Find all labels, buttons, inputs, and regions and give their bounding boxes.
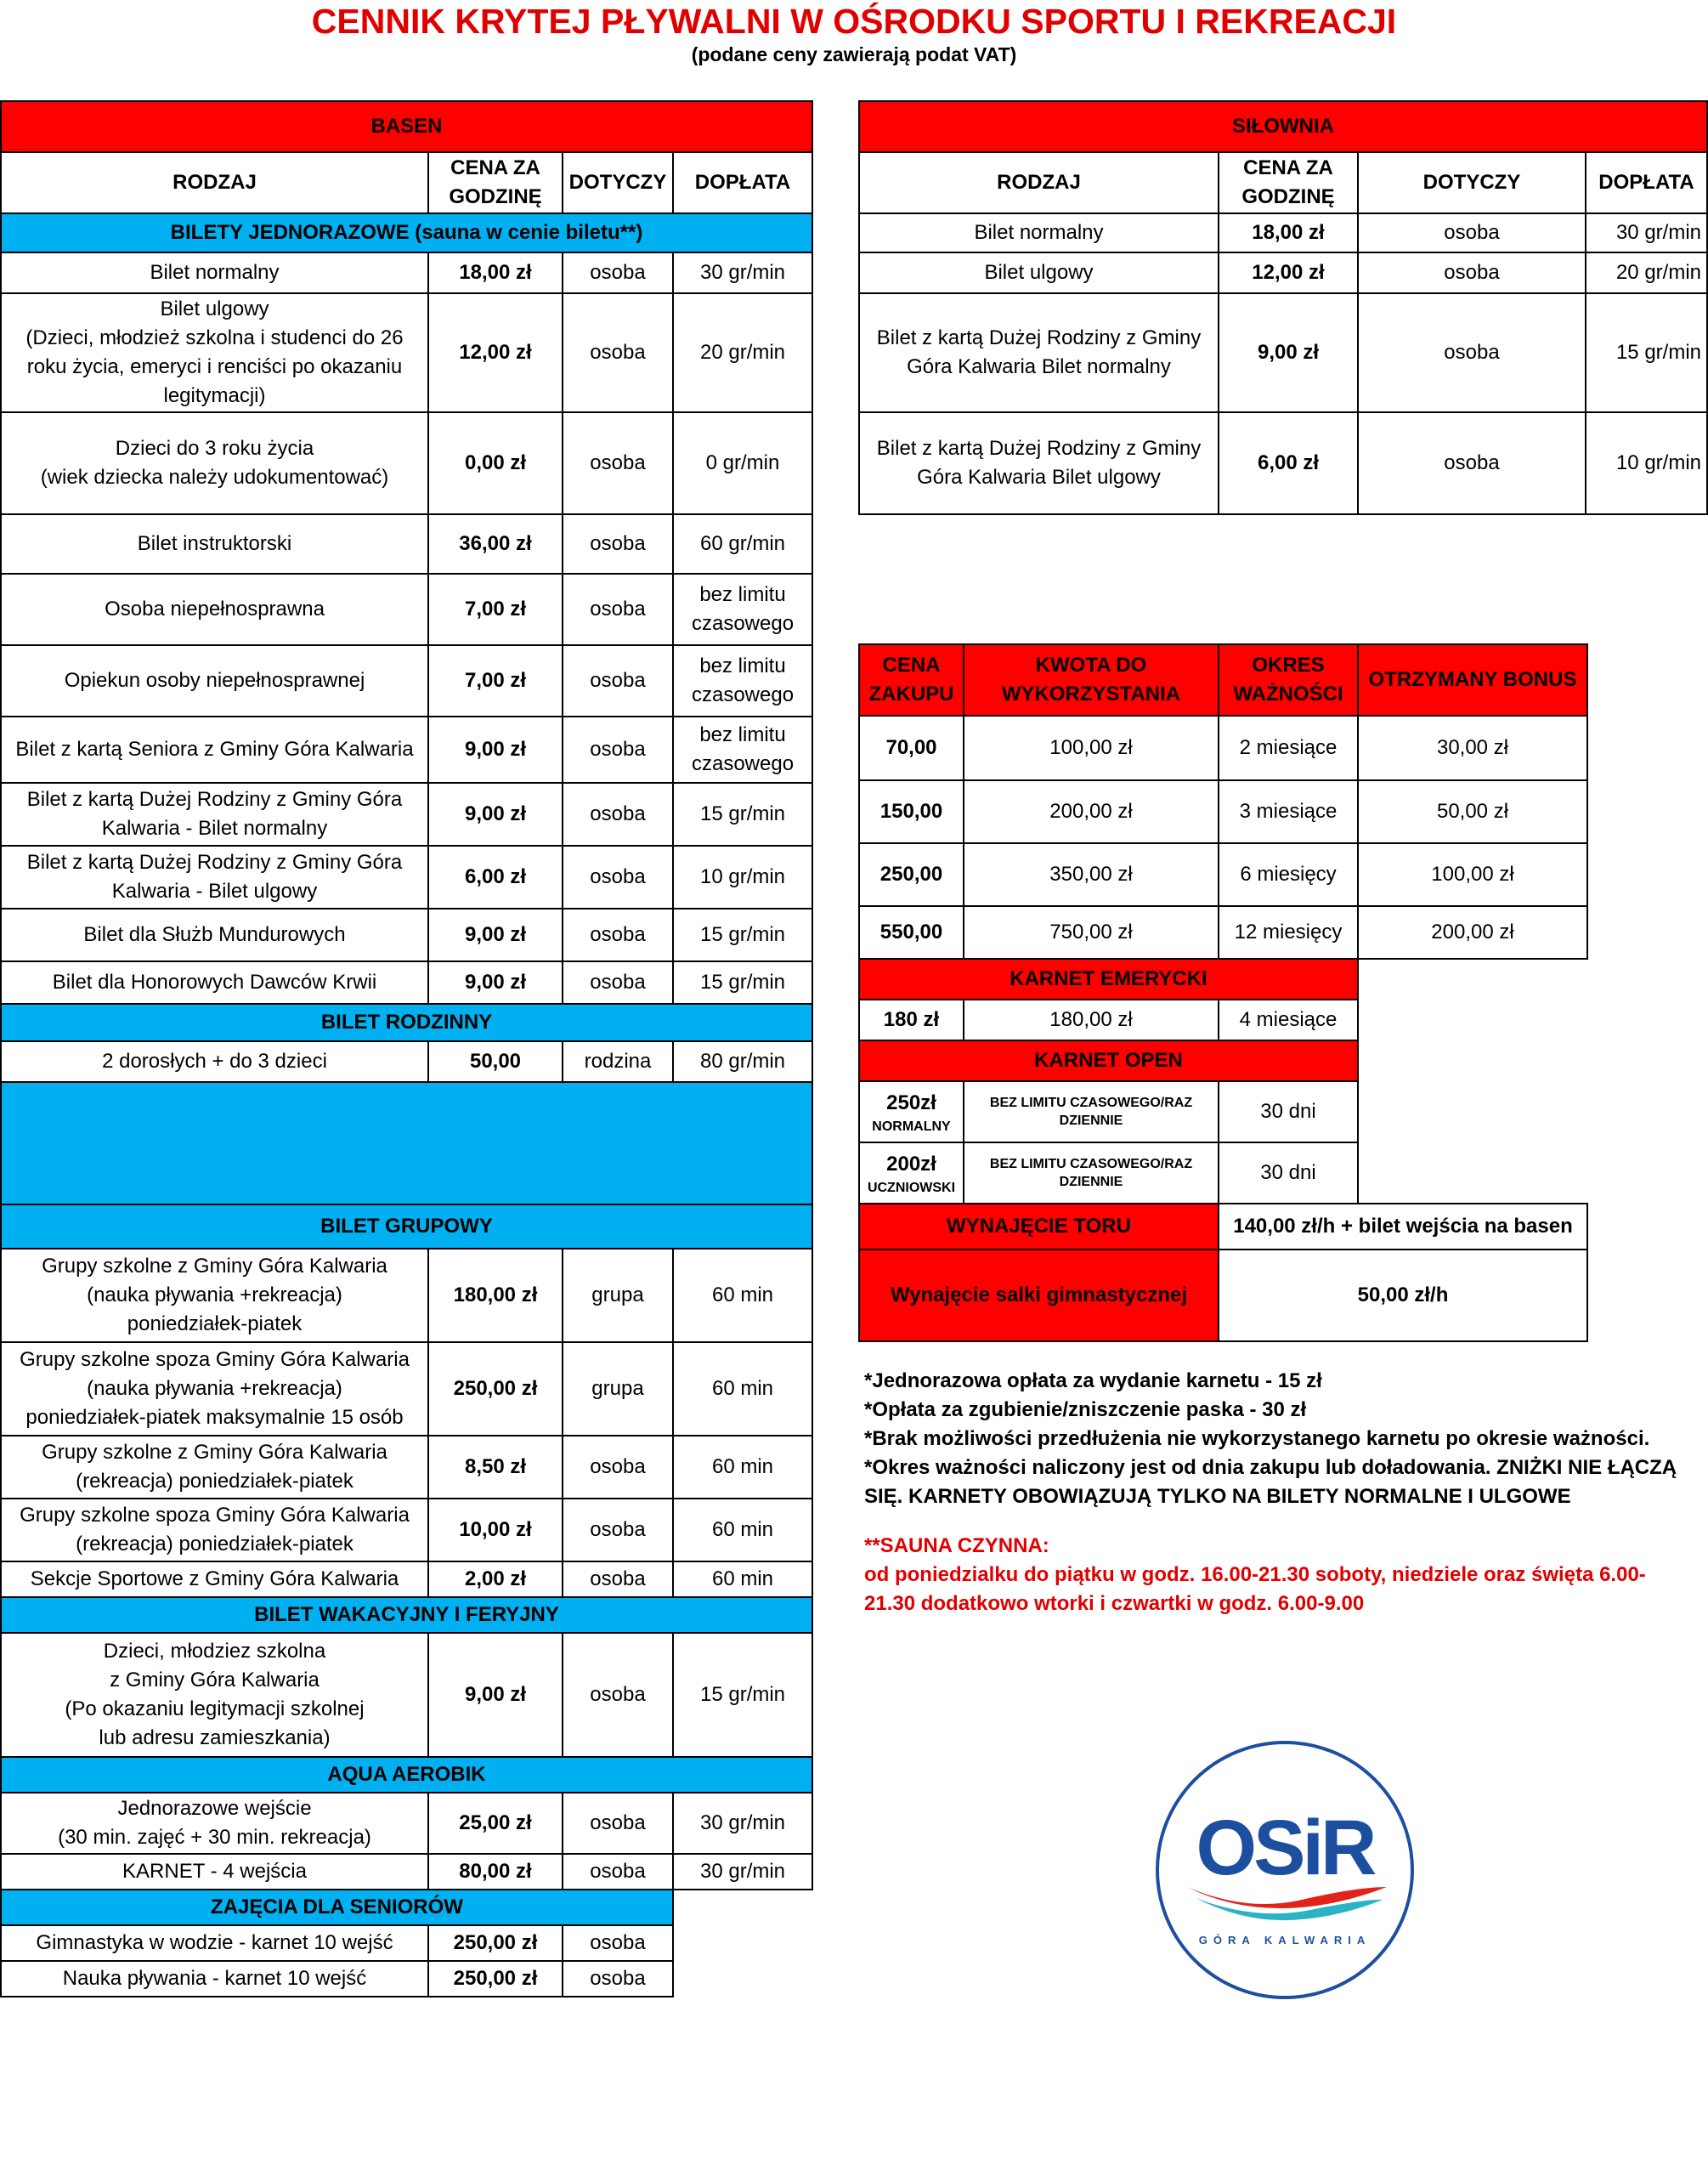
pool-column-header: RODZAJ [1, 152, 428, 213]
holiday-ticket-row [1, 1633, 812, 1757]
ticket-name: Grupy szkolne spoza Gminy Góra Kalwaria (rekreacja) poniedziałek-piatek [1, 1499, 428, 1561]
pass-amount: 750,00 zł [964, 906, 1219, 959]
ticket-price: 7,00 zł [428, 574, 563, 645]
pass-row [859, 716, 1587, 780]
section-senior-pass: KARNET EMERYCKI [859, 959, 1358, 1000]
ticket-name: Opiekun osoby niepełnosprawnej [1, 645, 428, 717]
logo-wordmark: OSiR [1196, 1805, 1374, 1891]
single-ticket-row [1, 961, 812, 1004]
passes-column-header: KWOTA DO WYKORZYSTANIA [964, 644, 1219, 716]
ticket-price: 25,00 zł [428, 1793, 563, 1854]
single-ticket-row [1, 574, 812, 645]
ticket-price: 18,00 zł [1219, 213, 1358, 252]
ticket-price: 9,00 zł [1219, 293, 1358, 412]
pool-column-header: CENA ZA GODZINĘ [428, 152, 563, 213]
ticket-price: 9,00 zł [428, 961, 563, 1004]
osir-logo [1153, 1738, 1417, 2002]
gym-row [859, 293, 1707, 412]
ticket-applies-to: osoba [563, 1961, 673, 1997]
pool-title: BASEN [1, 101, 812, 152]
passes-section-row [859, 1040, 1587, 1081]
logo-town: GÓRA KALWARIA [1198, 1934, 1371, 1946]
passes-column-header: CENA ZAKUPU [859, 644, 964, 716]
ticket-surcharge: 30 gr/min [673, 1793, 812, 1854]
group-ticket-row [1, 1561, 812, 1597]
ticket-surcharge: bez limitu czasowego [673, 645, 812, 717]
ticket-applies-to: osoba [563, 412, 673, 514]
family-ticket-row [1, 1041, 812, 1082]
aqua-row [1, 1854, 812, 1890]
pass-amount: 350,00 zł [964, 843, 1219, 906]
open-pass-description [964, 1142, 1219, 1204]
pass-price: 250,00 [859, 843, 964, 906]
open-pass-amount: 250zł [886, 1091, 936, 1114]
ticket-name: Bilet dla Służb Mundurowych [1, 909, 428, 961]
ticket-name: Gimnastyka w wodzie - karnet 10 wejść [1, 1925, 428, 1961]
passes-column-header: OTRZYMANY BONUS [1358, 644, 1587, 716]
ticket-applies-to: osoba [563, 252, 673, 293]
ticket-price: 12,00 zł [1219, 252, 1358, 293]
single-ticket-row [1, 514, 812, 574]
gym-title-row [859, 101, 1707, 152]
ticket-applies-to: osoba [563, 293, 673, 412]
blue-spacer [1, 1082, 812, 1204]
section-single-tickets: BILETY JEDNORAZOWE (sauna w cenie biletu**) [1, 213, 812, 252]
pool-section-row [1, 1597, 812, 1633]
ticket-applies-to: osoba [563, 717, 673, 783]
ticket-name: Dzieci, młodziez szkolna z Gminy Góra Kalwaria (Po okazaniu legitymacji szkolnej lub adresu zamieszkania) [1, 1633, 428, 1757]
ticket-applies-to: osoba [563, 514, 673, 574]
page-subtitle: (podane ceny zawierają podat VAT) [691, 43, 1017, 65]
single-ticket-row [1, 783, 812, 846]
pass-bonus: 200,00 zł [1358, 906, 1587, 959]
senior-row [1, 1925, 812, 1961]
pass-bonus: 30,00 zł [1358, 716, 1587, 780]
ticket-surcharge: 15 gr/min [673, 961, 812, 1004]
ticket-price: 250,00 zł [428, 1961, 563, 1997]
ticket-name: Bilet ulgowy (Dzieci, młodzież szkolna i studenci do 26 roku życia, emeryci i renciści po okazaniu legitymacji) [1, 293, 428, 412]
gym-column-header: DOPŁATA [1586, 152, 1707, 213]
ticket-surcharge: 15 gr/min [673, 783, 812, 846]
ticket-applies-to: osoba [563, 1633, 673, 1757]
ticket-applies-to: rodzina [563, 1041, 673, 1082]
gym-row [859, 252, 1707, 293]
pool-section-row [1, 1757, 812, 1793]
ticket-surcharge: bez limitu czasowego [673, 574, 812, 645]
pass-validity: 6 miesięcy [1219, 843, 1358, 906]
gym-title: SIŁOWNIA [859, 101, 1707, 152]
open-pass-row [859, 1081, 1587, 1142]
pass-amount: 180,00 zł [964, 1000, 1219, 1040]
ticket-price: 250,00 zł [428, 1342, 563, 1436]
pass-price: 180 zł [859, 1000, 964, 1040]
ticket-applies-to: osoba [1358, 412, 1586, 514]
open-pass-kind: UCZNIOWSKI [867, 1180, 956, 1195]
blank-cell [673, 1961, 812, 1997]
ticket-price: 9,00 zł [428, 1633, 563, 1757]
gym-column-header: CENA ZA GODZINĘ [1219, 152, 1358, 213]
pass-price: 550,00 [859, 906, 964, 959]
note-line: *Brak możliwości przedłużenia nie wykorzystanego karnetu po okresie ważności. [864, 1427, 1650, 1450]
ticket-price: 7,00 zł [428, 645, 563, 717]
lane-rental-label: WYNAJĘCIE TORU [859, 1204, 1219, 1250]
ticket-surcharge: 30 gr/min [1586, 213, 1707, 252]
ticket-applies-to: osoba [563, 961, 673, 1004]
pass-price: 70,00 [859, 716, 964, 780]
ticket-applies-to: grupa [563, 1342, 673, 1436]
ticket-surcharge: 30 gr/min [673, 252, 812, 293]
group-ticket-row [1, 1499, 812, 1561]
blank-cell [673, 1925, 812, 1961]
lane-rental-price: 140,00 zł/h + bilet wejścia na basen [1219, 1204, 1587, 1250]
single-ticket-row [1, 645, 812, 717]
blank-cell [673, 1890, 812, 1925]
section-family-ticket: BILET RODZINNY [1, 1004, 812, 1041]
gym-column-header: DOTYCZY [1358, 152, 1586, 213]
ticket-name: Bilet z kartą Dużej Rodziny z Gminy Góra Kalwaria Bilet ulgowy [859, 412, 1219, 514]
ticket-price: 18,00 zł [428, 252, 563, 293]
pool-column-header: DOPŁATA [673, 152, 812, 213]
gym-room-rental-label: Wynajęcie salki gimnastycznej [859, 1250, 1219, 1341]
ticket-surcharge: 60 min [673, 1561, 812, 1597]
aqua-row [1, 1793, 812, 1854]
single-ticket-row [1, 293, 812, 412]
passes-column-header: OKRES WAŻNOŚCI [1219, 644, 1358, 716]
ticket-name: Osoba niepełnosprawna [1, 574, 428, 645]
ticket-applies-to: osoba [563, 645, 673, 717]
single-ticket-row [1, 909, 812, 961]
pool-title-row [1, 101, 812, 152]
ticket-applies-to: osoba [563, 783, 673, 846]
ticket-surcharge: 15 gr/min [673, 909, 812, 961]
open-pass-description-text: BEZ LIMITU CZASOWEGO/RAZ DZIENNIE [989, 1096, 1193, 1128]
open-pass-row [859, 1142, 1587, 1204]
ticket-applies-to: grupa [563, 1249, 673, 1342]
ticket-price: 6,00 zł [428, 846, 563, 909]
ticket-applies-to: osoba [563, 846, 673, 909]
pass-validity: 2 miesiące [1219, 716, 1358, 780]
ticket-applies-to: osoba [563, 909, 673, 961]
ticket-surcharge: 10 gr/min [673, 846, 812, 909]
pass-validity: 30 dni [1219, 1142, 1358, 1204]
pool-section-row [1, 213, 812, 252]
group-ticket-row [1, 1249, 812, 1342]
gym-row [859, 213, 1707, 252]
ticket-name: 2 dorosłych + do 3 dzieci [1, 1041, 428, 1082]
pass-row [859, 906, 1587, 959]
open-pass-kind: NORMALNY [872, 1119, 951, 1134]
pass-bonus: 100,00 zł [1358, 843, 1587, 906]
gym-price-table [858, 100, 1708, 515]
ticket-applies-to: osoba [1358, 213, 1586, 252]
gym-room-rental-price: 50,00 zł/h [1219, 1250, 1587, 1341]
ticket-applies-to: osoba [1358, 293, 1586, 412]
ticket-price: 9,00 zł [428, 717, 563, 783]
blank-cell [1358, 959, 1587, 1000]
ticket-surcharge: 15 gr/min [673, 1633, 812, 1757]
single-ticket-row [1, 412, 812, 514]
single-ticket-row [1, 717, 812, 783]
group-ticket-row [1, 1342, 812, 1436]
pool-section-row [1, 1004, 812, 1041]
ticket-price: 180,00 zł [428, 1249, 563, 1342]
ticket-name: KARNET - 4 wejścia [1, 1854, 428, 1890]
ticket-price: 50,00 [428, 1041, 563, 1082]
ticket-surcharge: 0 gr/min [673, 412, 812, 514]
ticket-surcharge: 60 min [673, 1499, 812, 1561]
senior-row [1, 1961, 812, 1997]
pass-price: 150,00 [859, 780, 964, 843]
ticket-name: Bilet z kartą Seniora z Gminy Góra Kalwaria [1, 717, 428, 783]
open-pass-price [859, 1081, 964, 1142]
pool-header-row [1, 152, 812, 213]
blank-cell [1358, 1081, 1587, 1142]
ticket-name: Jednorazowe wejście (30 min. zajęć + 30 min. rekreacja) [1, 1793, 428, 1854]
ticket-price: 9,00 zł [428, 909, 563, 961]
ticket-price: 6,00 zł [1219, 412, 1358, 514]
open-pass-price [859, 1142, 964, 1204]
ticket-name: Nauka pływania - karnet 10 wejść [1, 1961, 428, 1997]
ticket-name: Dzieci do 3 roku życia (wiek dziecka należy udokumentować) [1, 412, 428, 514]
ticket-price: 0,00 zł [428, 412, 563, 514]
ticket-name: Bilet instruktorski [1, 514, 428, 574]
pool-section-row [1, 1204, 812, 1249]
sauna-note-line: **SAUNA CZYNNA: [864, 1534, 1049, 1557]
note-line: *Opłata za zgubienie/zniszczenie paska - 30 zł [864, 1398, 1307, 1421]
ticket-price: 12,00 zł [428, 293, 563, 412]
passes-header-row [859, 644, 1587, 716]
section-seniors: ZAJĘCIA DLA SENIORÓW [1, 1890, 673, 1925]
gym-row [859, 412, 1707, 514]
pass-bonus: 50,00 zł [1358, 780, 1587, 843]
ticket-applies-to: osoba [563, 1854, 673, 1890]
ticket-name: Bilet ulgowy [859, 252, 1219, 293]
ticket-name: Bilet z kartą Dużej Rodziny z Gminy Góra Kalwaria - Bilet normalny [1, 783, 428, 846]
ticket-applies-to: osoba [563, 1561, 673, 1597]
pass-validity: 4 miesiące [1219, 1000, 1358, 1040]
ticket-surcharge: 30 gr/min [673, 1854, 812, 1890]
ticket-name: Grupy szkolne z Gminy Góra Kalwaria (nauka pływania +rekreacja) poniedziałek-piatek [1, 1249, 428, 1342]
gym-column-header: RODZAJ [859, 152, 1219, 213]
gym-room-rental-row [859, 1250, 1587, 1341]
pass-row [859, 780, 1587, 843]
ticket-name: Grupy szkolne z Gminy Góra Kalwaria (rekreacja) poniedziałek-piatek [1, 1436, 428, 1499]
open-pass-amount: 200zł [886, 1152, 936, 1176]
ticket-surcharge: 20 gr/min [673, 293, 812, 412]
ticket-surcharge: 60 min [673, 1342, 812, 1436]
ticket-price: 36,00 zł [428, 514, 563, 574]
ticket-surcharge: 20 gr/min [1586, 252, 1707, 293]
blank-cell [1358, 1000, 1587, 1040]
ticket-price: 9,00 zł [428, 783, 563, 846]
ticket-surcharge: 60 min [673, 1249, 812, 1342]
pass-row [859, 843, 1587, 906]
pool-spacer-row [1, 1082, 812, 1204]
ticket-applies-to: osoba [563, 1499, 673, 1561]
pass-amount: 200,00 zł [964, 780, 1219, 843]
ticket-surcharge: bez limitu czasowego [673, 717, 812, 783]
section-group-ticket: BILET GRUPOWY [1, 1204, 812, 1249]
ticket-price: 250,00 zł [428, 1925, 563, 1961]
pass-row [859, 1000, 1587, 1040]
blank-cell [1358, 1142, 1587, 1204]
ticket-applies-to: osoba [1358, 252, 1586, 293]
pass-validity: 3 miesiące [1219, 780, 1358, 843]
pool-price-table [0, 100, 813, 1998]
notes-block [864, 1367, 1680, 1618]
ticket-applies-to: osoba [563, 1925, 673, 1961]
ticket-price: 8,50 zł [428, 1436, 563, 1499]
pool-section-row [1, 1890, 812, 1925]
note-line: *Okres ważności naliczony jest od dnia zakupu lub doładowania. ZNIŻKI NIE ŁĄCZĄ SIĘ. KARNETY OBOWIĄZUJĄ TYLKO NA BILETY NORMALNE I ULGOWE [864, 1456, 1677, 1508]
lane-rental-row [859, 1204, 1587, 1250]
ticket-name: Bilet normalny [1, 252, 428, 293]
passes-table [858, 643, 1588, 1342]
ticket-surcharge: 10 gr/min [1586, 412, 1707, 514]
ticket-price: 10,00 zł [428, 1499, 563, 1561]
ticket-name: Bilet dla Honorowych Dawców Krwii [1, 961, 428, 1004]
page-title: CENNIK KRYTEJ PŁYWALNI W OŚRODKU SPORTU I REKREACJI [311, 2, 1397, 41]
ticket-name: Bilet z kartą Dużej Rodziny z Gminy Góra Kalwaria Bilet normalny [859, 293, 1219, 412]
ticket-applies-to: osoba [563, 1793, 673, 1854]
ticket-surcharge: 80 gr/min [673, 1041, 812, 1082]
ticket-applies-to: osoba [563, 574, 673, 645]
ticket-surcharge: 60 min [673, 1436, 812, 1499]
blank-cell [1358, 1040, 1587, 1081]
pool-column-header: DOTYCZY [563, 152, 673, 213]
ticket-name: Sekcje Sportowe z Gminy Góra Kalwaria [1, 1561, 428, 1597]
single-ticket-row [1, 846, 812, 909]
ticket-name: Bilet normalny [859, 213, 1219, 252]
pass-validity: 30 dni [1219, 1081, 1358, 1142]
group-ticket-row [1, 1436, 812, 1499]
gym-header-row [859, 152, 1707, 213]
sauna-note-line: od poniedzialku do piątku w godz. 16.00-21.30 soboty, niedziele oraz święta 6.00-21.30 dodatkowo wtorki i czwartki w godz. 6.00-9.00 [864, 1563, 1646, 1615]
single-ticket-row [1, 252, 812, 293]
ticket-price: 80,00 zł [428, 1854, 563, 1890]
ticket-name: Bilet z kartą Dużej Rodziny z Gminy Góra Kalwaria - Bilet ulgowy [1, 846, 428, 909]
ticket-surcharge: 60 gr/min [673, 514, 812, 574]
section-holiday-ticket: BILET WAKACYJNY I FERYJNY [1, 1597, 812, 1633]
pass-validity: 12 miesięcy [1219, 906, 1358, 959]
ticket-name: Grupy szkolne spoza Gminy Góra Kalwaria (nauka pływania +rekreacja) poniedziałek-piatek maksymalnie 15 osób [1, 1342, 428, 1436]
ticket-price: 2,00 zł [428, 1561, 563, 1597]
ticket-applies-to: osoba [563, 1436, 673, 1499]
open-pass-description-text: BEZ LIMITU CZASOWEGO/RAZ DZIENNIE [989, 1157, 1193, 1189]
section-open-pass: KARNET OPEN [859, 1040, 1358, 1081]
pass-amount: 100,00 zł [964, 716, 1219, 780]
open-pass-description [964, 1081, 1219, 1142]
note-line: *Jednorazowa opłata za wydanie karnetu - 15 zł [864, 1369, 1322, 1392]
ticket-surcharge: 15 gr/min [1586, 293, 1707, 412]
section-aqua-aerobic: AQUA AEROBIK [1, 1757, 812, 1793]
passes-section-row [859, 959, 1587, 1000]
